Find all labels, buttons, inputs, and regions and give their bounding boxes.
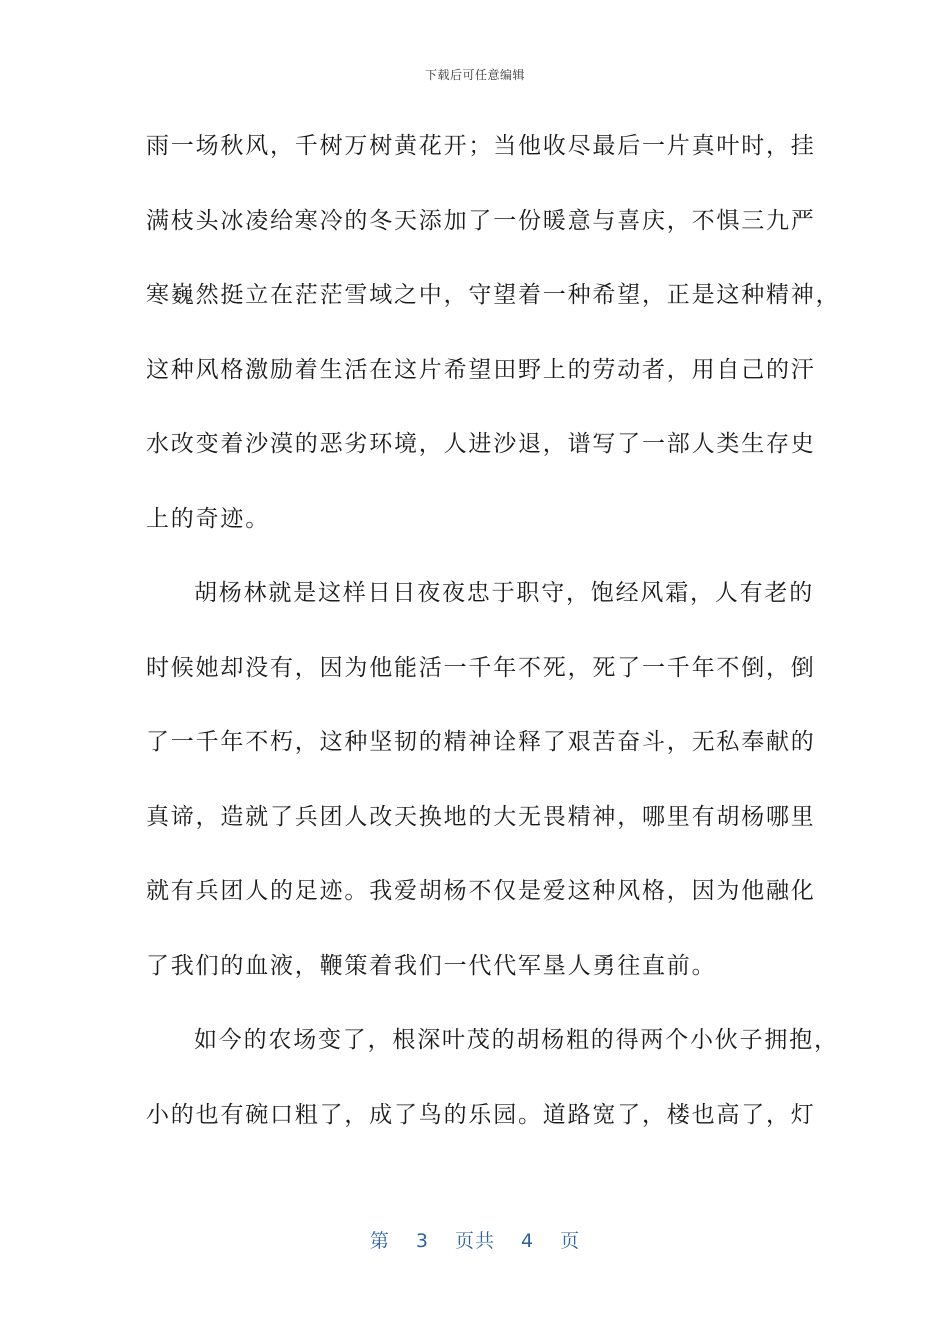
- text-line: 了一千年不朽，这种坚韧的精神诠释了艰苦奋斗，无私奉献的: [146, 729, 816, 755]
- text-line: 水改变着沙漠的恶劣环境，人进沙退，谱写了一部人类生存史: [146, 431, 816, 457]
- page-footer: [0, 1226, 950, 1253]
- footer-prefix: 第: [369, 1230, 390, 1252]
- paragraph-start-line: 如今的农场变了，根深叶茂的胡杨粗的得两个小伙子拥抱，: [194, 1027, 839, 1053]
- paragraph-start-line: 胡杨林就是这样日日夜夜忠于职守，饱经风霜，人有老的: [194, 580, 814, 606]
- text-line: 就有兵团人的足迹。我爱胡杨不仅是爱这种风格，因为他融化: [146, 878, 816, 904]
- footer-total-pages: 4: [521, 1230, 535, 1252]
- document-body: [146, 120, 841, 1163]
- text-line: 真谛，造就了兵团人改天换地的大无畏精神，哪里有胡杨哪里: [146, 803, 816, 830]
- text-line: 雨一场秋风，千树万树黄花开；当他收尽最后一片真叶时，挂: [146, 133, 816, 159]
- text-line: 时候她却没有，因为他能活一千年不死，死了一千年不倒，倒: [146, 654, 816, 681]
- text-line: 这种风格激励着生活在这片希望田野上的劳动者，用自己的汗: [146, 356, 816, 383]
- text-line: 满枝头冰凌给寒冷的冬天添加了一份暖意与喜庆，不惧三九严: [146, 207, 816, 234]
- footer-suffix: 页: [560, 1230, 581, 1252]
- text-line: 小的也有碗口粗了，成了鸟的乐园。道路宽了，楼也高了，灯: [146, 1101, 816, 1128]
- footer-current-page: 3: [415, 1230, 429, 1252]
- text-line: 了我们的血液，鞭策着我们一代代军垦人勇往直前。: [146, 952, 717, 979]
- text-line: 上的奇迹。: [146, 505, 270, 532]
- footer-middle: 页共: [454, 1230, 495, 1252]
- text-line: 寒巍然挺立在茫茫雪域之中，守望着一种希望，正是这种精神，: [146, 282, 841, 308]
- page-header-note: 下载后可任意编辑: [424, 68, 525, 82]
